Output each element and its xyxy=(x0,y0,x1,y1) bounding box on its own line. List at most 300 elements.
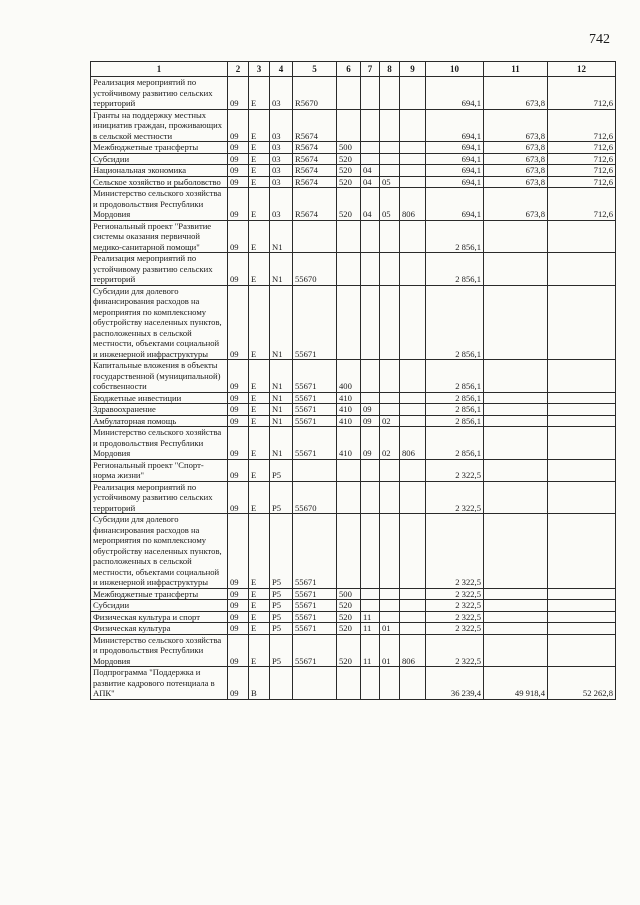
value-year-3-cell: 712,6 xyxy=(548,142,616,154)
target-article-cell xyxy=(293,220,337,253)
department-section-cell xyxy=(361,459,380,481)
subprogram-code-cell: P5 xyxy=(270,514,293,589)
target-article-cell xyxy=(293,459,337,481)
table-row xyxy=(91,360,616,393)
value-year-1-cell: 2 856,1 xyxy=(426,220,484,253)
value-year-2-cell xyxy=(484,611,548,623)
subprogram-code-cell: P5 xyxy=(270,623,293,635)
row-name-cell: Здравоохранение xyxy=(91,404,228,416)
table-row xyxy=(91,634,616,667)
value-year-3-cell xyxy=(548,253,616,286)
ministry-code-cell xyxy=(400,481,426,514)
value-year-2-cell xyxy=(484,220,548,253)
ministry-code-cell xyxy=(400,415,426,427)
program-code-cell: E xyxy=(249,153,270,165)
subprogram-code-cell: P5 xyxy=(270,600,293,612)
table-row xyxy=(91,623,616,635)
value-year-3-cell xyxy=(548,360,616,393)
department-section-cell xyxy=(361,667,380,700)
department-section-cell xyxy=(361,392,380,404)
target-article-cell: 55671 xyxy=(293,404,337,416)
program-code-cell: E xyxy=(249,109,270,142)
program-code-cell: E xyxy=(249,392,270,404)
department-section-cell xyxy=(361,142,380,154)
section-code-cell: 09 xyxy=(228,514,249,589)
department-section-cell xyxy=(361,109,380,142)
row-name-cell: Межбюджетные трансферты xyxy=(91,142,228,154)
row-name-cell: Министерство сельского хозяйства и продовольствия Республики Мордовия xyxy=(91,634,228,667)
value-year-3-cell xyxy=(548,415,616,427)
ministry-code-cell xyxy=(400,285,426,360)
expense-type-cell xyxy=(337,109,361,142)
department-subsection-cell xyxy=(380,459,400,481)
target-article-cell: R5674 xyxy=(293,176,337,188)
row-name-cell: Бюджетные инвестиции xyxy=(91,392,228,404)
section-code-cell: 09 xyxy=(228,634,249,667)
value-year-1-cell: 694,1 xyxy=(426,109,484,142)
department-section-cell: 11 xyxy=(361,623,380,635)
value-year-1-cell: 2 322,5 xyxy=(426,634,484,667)
department-section-cell xyxy=(361,220,380,253)
row-name-cell: Субсидии xyxy=(91,153,228,165)
department-subsection-cell xyxy=(380,220,400,253)
target-article-cell: R5674 xyxy=(293,165,337,177)
department-section-cell: 04 xyxy=(361,188,380,221)
target-article-cell: 55671 xyxy=(293,634,337,667)
section-code-cell: 09 xyxy=(228,427,249,460)
column-header-2: 2 xyxy=(228,62,249,77)
value-year-3-cell xyxy=(548,404,616,416)
section-code-cell: 09 xyxy=(228,481,249,514)
row-name-cell: Реализация мероприятий по устойчивому развитию сельских территорий xyxy=(91,481,228,514)
target-article-cell: R5670 xyxy=(293,77,337,110)
ministry-code-cell xyxy=(400,360,426,393)
ministry-code-cell xyxy=(400,109,426,142)
expense-type-cell: 520 xyxy=(337,634,361,667)
program-code-cell: E xyxy=(249,285,270,360)
subprogram-code-cell: 03 xyxy=(270,176,293,188)
subprogram-code-cell: P5 xyxy=(270,459,293,481)
column-header-7: 7 xyxy=(361,62,380,77)
table-row xyxy=(91,459,616,481)
value-year-3-cell: 712,6 xyxy=(548,188,616,221)
row-name-cell: Региональный проект "Спорт-норма жизни" xyxy=(91,459,228,481)
program-code-cell: E xyxy=(249,611,270,623)
subprogram-code-cell: P5 xyxy=(270,481,293,514)
subprogram-code-cell: 03 xyxy=(270,153,293,165)
section-code-cell: 09 xyxy=(228,253,249,286)
value-year-3-cell xyxy=(548,285,616,360)
column-header-6: 6 xyxy=(337,62,361,77)
department-subsection-cell xyxy=(380,285,400,360)
column-header-12: 12 xyxy=(548,62,616,77)
row-name-cell: Региональный проект "Развитие системы оказания первичной медико-санитарной помощи" xyxy=(91,220,228,253)
value-year-2-cell xyxy=(484,392,548,404)
department-section-cell: 11 xyxy=(361,634,380,667)
value-year-2-cell xyxy=(484,588,548,600)
department-subsection-cell: 01 xyxy=(380,623,400,635)
ministry-code-cell xyxy=(400,253,426,286)
table-row xyxy=(91,514,616,589)
department-subsection-cell xyxy=(380,153,400,165)
value-year-1-cell: 2 856,1 xyxy=(426,427,484,460)
department-subsection-cell xyxy=(380,404,400,416)
target-article-cell: 55670 xyxy=(293,253,337,286)
value-year-1-cell: 2 856,1 xyxy=(426,253,484,286)
table-row xyxy=(91,481,616,514)
value-year-1-cell: 694,1 xyxy=(426,142,484,154)
target-article-cell: 55671 xyxy=(293,392,337,404)
ministry-code-cell xyxy=(400,514,426,589)
program-code-cell: E xyxy=(249,404,270,416)
department-subsection-cell xyxy=(380,360,400,393)
value-year-3-cell xyxy=(548,634,616,667)
table-row xyxy=(91,667,616,700)
target-article-cell: 55671 xyxy=(293,623,337,635)
table-row xyxy=(91,392,616,404)
value-year-1-cell: 2 322,5 xyxy=(426,600,484,612)
department-subsection-cell: 02 xyxy=(380,427,400,460)
column-header-10: 10 xyxy=(426,62,484,77)
department-subsection-cell xyxy=(380,481,400,514)
ministry-code-cell xyxy=(400,404,426,416)
section-code-cell: 09 xyxy=(228,588,249,600)
value-year-2-cell: 673,8 xyxy=(484,142,548,154)
department-subsection-cell: 05 xyxy=(380,188,400,221)
value-year-3-cell xyxy=(548,392,616,404)
target-article-cell: R5674 xyxy=(293,153,337,165)
expense-type-cell xyxy=(337,667,361,700)
table-row xyxy=(91,165,616,177)
ministry-code-cell: 806 xyxy=(400,427,426,460)
expense-type-cell xyxy=(337,514,361,589)
section-code-cell: 09 xyxy=(228,459,249,481)
subprogram-code-cell: 03 xyxy=(270,77,293,110)
value-year-3-cell xyxy=(548,220,616,253)
program-code-cell: E xyxy=(249,459,270,481)
ministry-code-cell xyxy=(400,611,426,623)
table-row xyxy=(91,220,616,253)
program-code-cell: E xyxy=(249,588,270,600)
subprogram-code-cell: 03 xyxy=(270,109,293,142)
expense-type-cell: 500 xyxy=(337,142,361,154)
value-year-1-cell: 2 322,5 xyxy=(426,611,484,623)
column-header-11: 11 xyxy=(484,62,548,77)
target-article-cell: 55671 xyxy=(293,611,337,623)
program-code-cell: E xyxy=(249,634,270,667)
value-year-1-cell: 2 322,5 xyxy=(426,588,484,600)
value-year-3-cell xyxy=(548,514,616,589)
column-header-9: 9 xyxy=(400,62,426,77)
value-year-1-cell: 2 322,5 xyxy=(426,459,484,481)
ministry-code-cell xyxy=(400,600,426,612)
program-code-cell: E xyxy=(249,142,270,154)
value-year-3-cell xyxy=(548,611,616,623)
value-year-1-cell: 2 856,1 xyxy=(426,285,484,360)
program-code-cell: E xyxy=(249,481,270,514)
department-section-cell xyxy=(361,77,380,110)
value-year-1-cell: 694,1 xyxy=(426,153,484,165)
expense-type-cell: 410 xyxy=(337,392,361,404)
target-article-cell: 55671 xyxy=(293,360,337,393)
department-subsection-cell xyxy=(380,392,400,404)
table-row xyxy=(91,600,616,612)
value-year-1-cell: 694,1 xyxy=(426,165,484,177)
row-name-cell: Межбюджетные трансферты xyxy=(91,588,228,600)
department-section-cell xyxy=(361,600,380,612)
department-section-cell: 11 xyxy=(361,611,380,623)
department-subsection-cell xyxy=(380,109,400,142)
value-year-2-cell: 673,8 xyxy=(484,188,548,221)
expense-type-cell: 410 xyxy=(337,415,361,427)
program-code-cell: E xyxy=(249,600,270,612)
target-article-cell: 55671 xyxy=(293,415,337,427)
section-code-cell: 09 xyxy=(228,188,249,221)
subprogram-code-cell: N1 xyxy=(270,285,293,360)
value-year-3-cell: 712,6 xyxy=(548,153,616,165)
program-code-cell: E xyxy=(249,188,270,221)
column-header-3: 3 xyxy=(249,62,270,77)
target-article-cell: 55671 xyxy=(293,588,337,600)
row-name-cell: Реализация мероприятий по устойчивому развитию сельских территорий xyxy=(91,253,228,286)
value-year-3-cell xyxy=(548,588,616,600)
ministry-code-cell xyxy=(400,153,426,165)
value-year-2-cell xyxy=(484,481,548,514)
section-code-cell: 09 xyxy=(228,404,249,416)
row-name-cell: Физическая культура xyxy=(91,623,228,635)
department-subsection-cell: 02 xyxy=(380,415,400,427)
department-section-cell: 04 xyxy=(361,165,380,177)
target-article-cell: 55670 xyxy=(293,481,337,514)
value-year-3-cell xyxy=(548,481,616,514)
department-section-cell xyxy=(361,253,380,286)
row-name-cell: Реализация мероприятий по устойчивому развитию сельских территорий xyxy=(91,77,228,110)
ministry-code-cell: 806 xyxy=(400,188,426,221)
target-article-cell: R5674 xyxy=(293,188,337,221)
row-name-cell: Министерство сельского хозяйства и продовольствия Республики Мордовия xyxy=(91,188,228,221)
ministry-code-cell xyxy=(400,667,426,700)
value-year-1-cell: 694,1 xyxy=(426,176,484,188)
department-subsection-cell xyxy=(380,514,400,589)
subprogram-code-cell: N1 xyxy=(270,392,293,404)
section-code-cell: 09 xyxy=(228,623,249,635)
expense-type-cell: 520 xyxy=(337,188,361,221)
department-subsection-cell: 05 xyxy=(380,176,400,188)
expense-type-cell xyxy=(337,220,361,253)
ministry-code-cell xyxy=(400,623,426,635)
section-code-cell: 09 xyxy=(228,667,249,700)
section-code-cell: 09 xyxy=(228,415,249,427)
expense-type-cell: 520 xyxy=(337,600,361,612)
expense-type-cell: 520 xyxy=(337,611,361,623)
value-year-2-cell xyxy=(484,600,548,612)
value-year-2-cell xyxy=(484,514,548,589)
program-code-cell: E xyxy=(249,360,270,393)
program-code-cell: E xyxy=(249,427,270,460)
subprogram-code-cell xyxy=(270,667,293,700)
ministry-code-cell xyxy=(400,142,426,154)
value-year-2-cell xyxy=(484,459,548,481)
value-year-2-cell: 49 918,4 xyxy=(484,667,548,700)
subprogram-code-cell: N1 xyxy=(270,220,293,253)
value-year-2-cell: 673,8 xyxy=(484,176,548,188)
expense-type-cell: 520 xyxy=(337,153,361,165)
ministry-code-cell xyxy=(400,176,426,188)
value-year-2-cell xyxy=(484,634,548,667)
subprogram-code-cell: N1 xyxy=(270,253,293,286)
section-code-cell: 09 xyxy=(228,142,249,154)
target-article-cell: 55671 xyxy=(293,285,337,360)
table-row xyxy=(91,588,616,600)
subprogram-code-cell: N1 xyxy=(270,360,293,393)
row-name-cell: Физическая культура и спорт xyxy=(91,611,228,623)
table-row xyxy=(91,611,616,623)
table-row xyxy=(91,285,616,360)
department-subsection-cell xyxy=(380,77,400,110)
table-row xyxy=(91,142,616,154)
page-number: 742 xyxy=(589,32,610,47)
expense-type-cell: 410 xyxy=(337,404,361,416)
program-code-cell: E xyxy=(249,77,270,110)
value-year-2-cell xyxy=(484,415,548,427)
column-header-5: 5 xyxy=(293,62,337,77)
section-code-cell: 09 xyxy=(228,600,249,612)
row-name-cell: Амбулаторная помощь xyxy=(91,415,228,427)
value-year-2-cell xyxy=(484,427,548,460)
department-section-cell: 04 xyxy=(361,176,380,188)
ministry-code-cell xyxy=(400,392,426,404)
subprogram-code-cell: N1 xyxy=(270,427,293,460)
value-year-2-cell xyxy=(484,253,548,286)
department-subsection-cell: 01 xyxy=(380,634,400,667)
section-code-cell: 09 xyxy=(228,109,249,142)
column-header-1: 1 xyxy=(91,62,228,77)
value-year-2-cell: 673,8 xyxy=(484,153,548,165)
row-name-cell: Субсидии xyxy=(91,600,228,612)
expense-type-cell xyxy=(337,285,361,360)
value-year-3-cell: 712,6 xyxy=(548,165,616,177)
subprogram-code-cell: N1 xyxy=(270,404,293,416)
program-code-cell: E xyxy=(249,165,270,177)
department-section-cell: 09 xyxy=(361,404,380,416)
target-article-cell: R5674 xyxy=(293,109,337,142)
section-code-cell: 09 xyxy=(228,220,249,253)
column-header-8: 8 xyxy=(380,62,400,77)
program-code-cell: E xyxy=(249,253,270,286)
value-year-2-cell xyxy=(484,623,548,635)
value-year-3-cell: 52 262,8 xyxy=(548,667,616,700)
ministry-code-cell xyxy=(400,165,426,177)
section-code-cell: 09 xyxy=(228,392,249,404)
value-year-1-cell: 2 322,5 xyxy=(426,514,484,589)
target-article-cell: R5674 xyxy=(293,142,337,154)
department-subsection-cell xyxy=(380,142,400,154)
value-year-2-cell xyxy=(484,404,548,416)
expense-type-cell: 500 xyxy=(337,588,361,600)
row-name-cell: Министерство сельского хозяйства и продовольствия Республики Мордовия xyxy=(91,427,228,460)
table-row xyxy=(91,404,616,416)
subprogram-code-cell: 03 xyxy=(270,142,293,154)
target-article-cell xyxy=(293,667,337,700)
subprogram-code-cell: P5 xyxy=(270,634,293,667)
table-row xyxy=(91,415,616,427)
value-year-1-cell: 2 856,1 xyxy=(426,415,484,427)
expense-type-cell xyxy=(337,77,361,110)
subprogram-code-cell: 03 xyxy=(270,188,293,221)
table-row xyxy=(91,77,616,110)
value-year-1-cell: 36 239,4 xyxy=(426,667,484,700)
target-article-cell: 55671 xyxy=(293,514,337,589)
section-code-cell: 09 xyxy=(228,153,249,165)
department-section-cell: 09 xyxy=(361,415,380,427)
section-code-cell: 09 xyxy=(228,285,249,360)
expense-type-cell: 410 xyxy=(337,427,361,460)
value-year-3-cell: 712,6 xyxy=(548,77,616,110)
expense-type-cell xyxy=(337,481,361,514)
row-name-cell: Подпрограмма "Поддержка и развитие кадрового потенциала в АПК" xyxy=(91,667,228,700)
subprogram-code-cell: P5 xyxy=(270,611,293,623)
value-year-3-cell xyxy=(548,623,616,635)
expense-type-cell: 520 xyxy=(337,176,361,188)
program-code-cell: E xyxy=(249,415,270,427)
ministry-code-cell xyxy=(400,77,426,110)
section-code-cell: 09 xyxy=(228,176,249,188)
row-name-cell: Гранты на поддержку местных инициатив граждан, проживающих в сельской местности xyxy=(91,109,228,142)
section-code-cell: 09 xyxy=(228,77,249,110)
program-code-cell: E xyxy=(249,176,270,188)
table-row xyxy=(91,253,616,286)
expense-type-cell: 400 xyxy=(337,360,361,393)
department-subsection-cell xyxy=(380,611,400,623)
value-year-3-cell: 712,6 xyxy=(548,176,616,188)
value-year-2-cell xyxy=(484,285,548,360)
table-row xyxy=(91,427,616,460)
department-subsection-cell xyxy=(380,165,400,177)
department-section-cell: 09 xyxy=(361,427,380,460)
program-code-cell: B xyxy=(249,667,270,700)
expense-type-cell xyxy=(337,459,361,481)
target-article-cell: 55671 xyxy=(293,427,337,460)
subprogram-code-cell: N1 xyxy=(270,415,293,427)
value-year-1-cell: 694,1 xyxy=(426,77,484,110)
row-name-cell: Субсидии для долевого финансирования расходов на мероприятия по комплексному обустройству населенных пунктов, расположенных в сельской местности, объектами социальной и инженерной инфраструктуры xyxy=(91,514,228,589)
department-section-cell xyxy=(361,588,380,600)
value-year-2-cell: 673,8 xyxy=(484,109,548,142)
value-year-1-cell: 2 856,1 xyxy=(426,404,484,416)
subprogram-code-cell: 03 xyxy=(270,165,293,177)
table-row xyxy=(91,188,616,221)
expense-type-cell: 520 xyxy=(337,623,361,635)
program-code-cell: E xyxy=(249,623,270,635)
table-row xyxy=(91,109,616,142)
value-year-1-cell: 694,1 xyxy=(426,188,484,221)
section-code-cell: 09 xyxy=(228,360,249,393)
department-section-cell xyxy=(361,481,380,514)
table-row xyxy=(91,176,616,188)
row-name-cell: Капитальные вложения в объекты государственной (муниципальной) собственности xyxy=(91,360,228,393)
value-year-3-cell xyxy=(548,459,616,481)
section-code-cell: 09 xyxy=(228,165,249,177)
department-section-cell xyxy=(361,514,380,589)
expense-type-cell xyxy=(337,253,361,286)
program-code-cell: E xyxy=(249,220,270,253)
budget-table xyxy=(90,61,616,700)
department-section-cell xyxy=(361,153,380,165)
table-row xyxy=(91,153,616,165)
value-year-1-cell: 2 322,5 xyxy=(426,481,484,514)
value-year-3-cell xyxy=(548,427,616,460)
value-year-2-cell: 673,8 xyxy=(484,77,548,110)
